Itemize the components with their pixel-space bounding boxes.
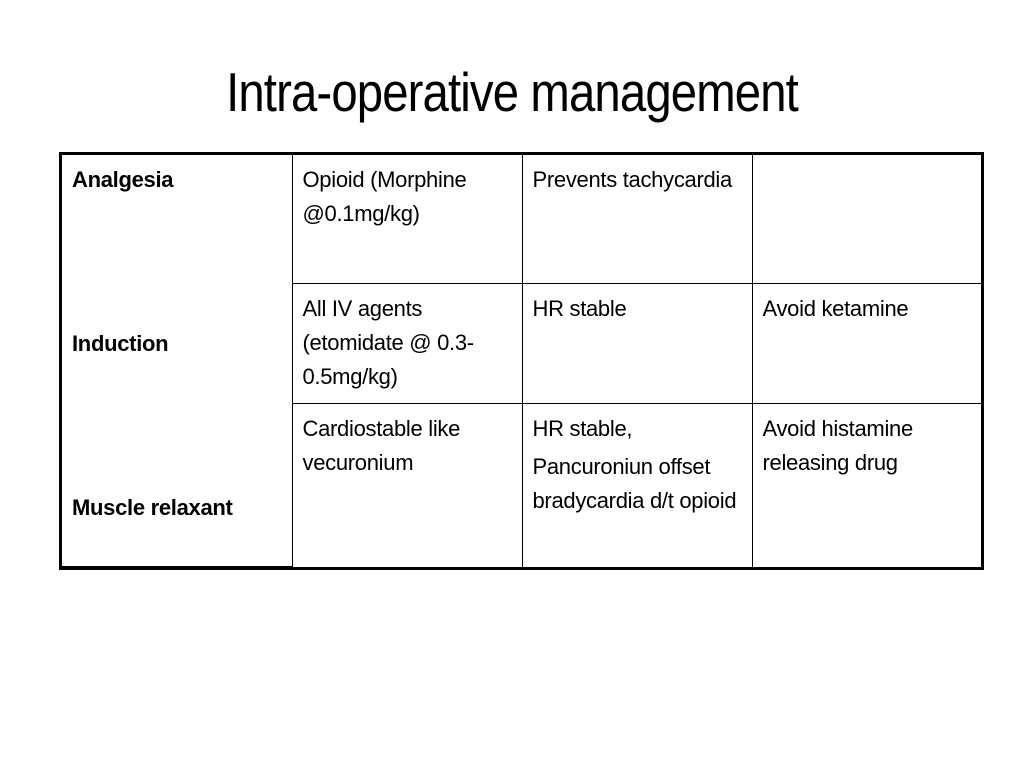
effect-text: HR stable bbox=[532, 295, 627, 321]
note-cell: Avoid ketamine bbox=[752, 283, 981, 403]
category-column bbox=[62, 155, 292, 567]
agent-cell: Cardiostable like vecuronium bbox=[292, 403, 522, 567]
slide-title: Intra-operative management bbox=[226, 61, 798, 123]
effect-text: Prevents tachycardia bbox=[532, 167, 732, 192]
effect-cell bbox=[522, 403, 752, 567]
management-table bbox=[59, 152, 984, 570]
effect-cell bbox=[522, 155, 752, 283]
category-label-analgesia: Analgesia bbox=[72, 167, 174, 192]
effect-text: Pancuroniun offset bradycardia d/t opioid bbox=[532, 453, 737, 513]
note-cell: Avoid histamine releasing drug bbox=[752, 403, 981, 567]
category-label-induction: Induction bbox=[72, 331, 169, 356]
effect-cell bbox=[522, 283, 752, 403]
management-table-grid bbox=[62, 155, 981, 567]
category-label-muscle-relaxant: Muscle relaxant bbox=[72, 495, 233, 520]
note-cell bbox=[752, 155, 981, 283]
table-row bbox=[62, 155, 981, 283]
effect-text: HR stable, bbox=[532, 415, 633, 441]
agent-cell: All IV agents (etomidate @ 0.3-0.5mg/kg) bbox=[292, 283, 522, 403]
agent-cell: Opioid (Morphine @0.1mg/kg) bbox=[292, 155, 522, 283]
